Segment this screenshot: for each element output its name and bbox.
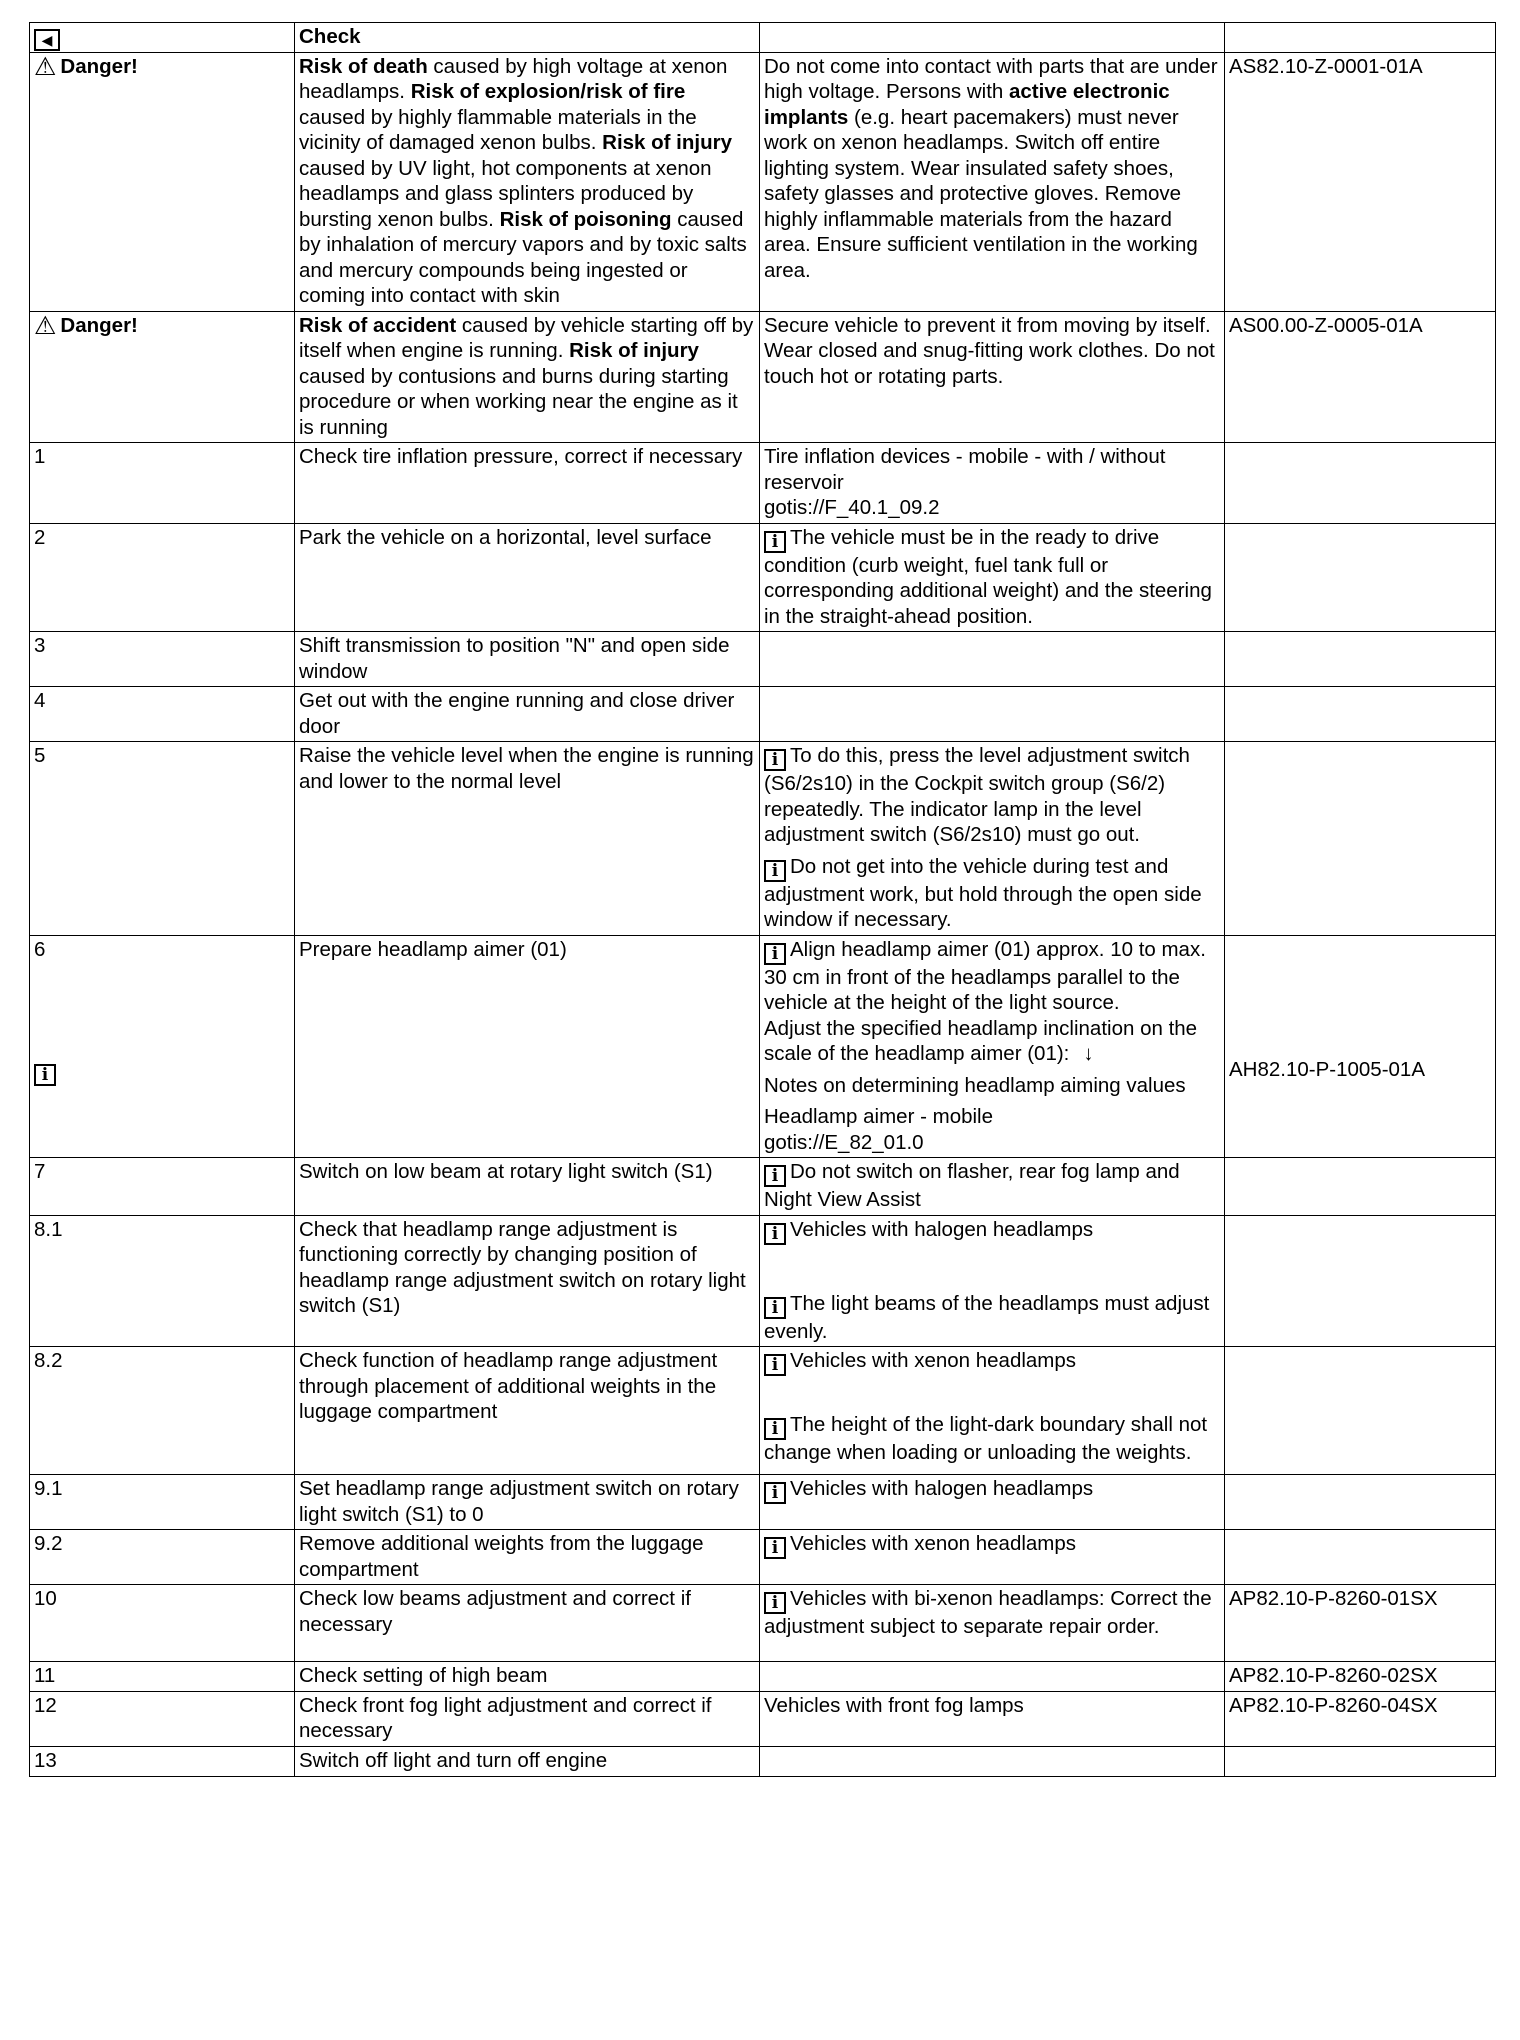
step-number: 10 <box>34 1587 57 1610</box>
danger-label: Danger! <box>60 54 138 78</box>
step-info <box>760 443 1225 524</box>
tool-link[interactable]: gotis://F_40.1_09.2 <box>764 496 940 519</box>
info-note <box>764 937 1220 1016</box>
step-text: Switch off light and turn off engine <box>295 1746 760 1776</box>
step-info <box>760 687 1225 742</box>
tool-link[interactable]: gotis://E_82_01.0 <box>764 1130 924 1154</box>
step-reference <box>1225 1746 1496 1776</box>
step-text: Shift transmission to position "N" and open side window <box>295 632 760 687</box>
step-reference <box>1225 687 1496 742</box>
text-run: caused by UV light, hot components at xenon headlamps and glass splinters produced by bursting xenon bulbs. <box>299 156 712 231</box>
back-arrow-icon[interactable]: ◀ <box>34 29 60 51</box>
step-number: 9.1 <box>34 1477 63 1500</box>
step-number-cell <box>30 1746 295 1776</box>
danger-measures <box>760 52 1225 311</box>
step-info <box>760 1475 1225 1530</box>
step-number-cell <box>30 1158 295 1216</box>
info-note <box>764 854 1220 933</box>
info-icon: i <box>764 860 786 882</box>
info-icon: i <box>764 1223 786 1245</box>
step-number: 3 <box>34 634 46 657</box>
step-reference <box>1225 1158 1496 1216</box>
step-number-cell <box>30 1662 295 1692</box>
text-run: Do not come into contact with parts that are under high voltage. Persons with <box>764 54 1218 103</box>
step-info <box>760 1347 1225 1475</box>
text-run: (e.g. heart pacemakers) must never work on xenon headlamps. Switch off entire lighting system. Wear insulated safety shoes, safety glasses and protective gloves. Remove highly inflammable materials from the hazard area. Ensure sufficient ventilation in the working area. <box>764 105 1198 282</box>
step-text: Check tire inflation pressure, correct if necessary <box>295 443 760 524</box>
step-text: Check that headlamp range adjustment is functioning correctly by changing position of headlamp range adjustment switch on rotary light switch (S1) <box>295 1215 760 1347</box>
step-number-cell <box>30 742 295 936</box>
step-number-cell <box>30 1691 295 1746</box>
step-row <box>30 1347 1496 1475</box>
step-info <box>760 632 1225 687</box>
info-text: To do this, press the level adjustment switch (S6/2s10) in the Cockpit switch group (S6/2) repeatedly. The indicator lamp in the level adjustment switch (S6/2s10) must go out. <box>764 744 1190 846</box>
info-text: The vehicle must be in the ready to drive condition (curb weight, fuel tank full or corresponding additional weight) and the steering in the straight-ahead position. <box>764 525 1212 628</box>
step-row <box>30 1746 1496 1776</box>
danger-row <box>30 52 1496 311</box>
info-note <box>764 525 1220 630</box>
step-info <box>760 1691 1225 1746</box>
step-reference <box>1225 443 1496 524</box>
info-note <box>764 1412 1220 1466</box>
danger-reference[interactable]: AS82.10-Z-0001-01A <box>1225 52 1496 311</box>
info-note <box>764 1159 1220 1213</box>
step-row <box>30 523 1496 632</box>
text-run: caused by high voltage at xenon headlamps. <box>299 54 728 103</box>
step-text: Raise the vehicle level when the engine is running and lower to the normal level <box>295 742 760 936</box>
tool-text: Headlamp aimer - mobile <box>764 1105 994 1128</box>
step-reference[interactable]: AP82.10-P-8260-01SX <box>1225 1585 1496 1662</box>
step-number-cell <box>30 1347 295 1475</box>
step-number-cell <box>30 1215 295 1347</box>
bold-text: Risk of injury <box>602 131 732 154</box>
text-run: caused by highly flammable materials in the vicinity of damaged xenon bulbs. <box>299 105 697 154</box>
step-reference <box>1225 1347 1496 1475</box>
step-reference <box>1225 935 1496 1158</box>
step-info <box>760 1215 1225 1347</box>
info-text: Vehicles with xenon headlamps <box>790 1349 1077 1372</box>
danger-measures <box>760 311 1225 443</box>
step-number: 2 <box>34 525 46 549</box>
bold-text: active electronic implants <box>764 80 1170 129</box>
step-info <box>760 1158 1225 1216</box>
info-icon: i <box>764 1297 786 1319</box>
info-extra-text: Adjust the specified headlamp inclination on the scale of the headlamp aimer (01): <box>764 1016 1198 1065</box>
bold-text: Risk of poisoning <box>499 207 672 231</box>
bold-text: Risk of injury <box>569 339 699 362</box>
text-run: caused by inhalation of mercury vapors and by toxic salts and mercury compounds being ingested or coming into contact with skin <box>299 207 747 307</box>
step-info <box>760 523 1225 632</box>
danger-row <box>30 311 1496 443</box>
step-row <box>30 1662 1496 1692</box>
step-reference <box>1225 742 1496 936</box>
info-text: Vehicles with bi-xenon headlamps: Correct the adjustment subject to separate repair order. <box>764 1587 1212 1638</box>
step-number-cell <box>30 632 295 687</box>
info-note <box>764 1586 1220 1640</box>
step-number-cell <box>30 935 295 1158</box>
info-text: The height of the light-dark boundary shall not change when loading or unloading the weights. <box>764 1413 1208 1464</box>
step-info <box>760 1662 1225 1692</box>
note-reference[interactable]: AH82.10-P-1005-01A <box>1229 1057 1426 1081</box>
step-row <box>30 1585 1496 1662</box>
step-row <box>30 1158 1496 1216</box>
step-info <box>760 1585 1225 1662</box>
step-info <box>760 1530 1225 1585</box>
down-arrow-icon: ↓ <box>1083 1042 1094 1065</box>
info-note <box>764 1348 1220 1376</box>
step-number: 13 <box>34 1748 57 1772</box>
step-text: Check front fog light adjustment and correct if necessary <box>295 1691 760 1746</box>
info-icon: i <box>764 1354 786 1376</box>
step-row <box>30 742 1496 936</box>
step-number-cell <box>30 523 295 632</box>
step-row <box>30 687 1496 742</box>
info-note <box>764 743 1220 848</box>
step-number: 5 <box>34 744 46 767</box>
step-text: Prepare headlamp aimer (01) <box>295 935 760 1158</box>
step-text: Check setting of high beam <box>295 1662 760 1692</box>
procedure-table <box>29 22 1496 1777</box>
info-text: Vehicles with xenon headlamps <box>790 1532 1077 1555</box>
danger-description <box>295 52 760 311</box>
warning-triangle-icon: ⚠ <box>34 52 57 81</box>
step-row <box>30 632 1496 687</box>
info-icon: i <box>764 943 786 965</box>
info-text: The light beams of the headlamps must adjust evenly. <box>764 1291 1210 1343</box>
step-number: 11 <box>34 1664 56 1687</box>
step-number: 9.2 <box>34 1532 63 1555</box>
danger-reference[interactable]: AS00.00-Z-0005-01A <box>1225 311 1496 443</box>
text-run: caused by contusions and burns during starting procedure or when working near the engine as it is running <box>299 364 738 439</box>
step-reference <box>1225 1475 1496 1530</box>
info-text: Do not switch on flasher, rear fog lamp and Night View Assist <box>764 1160 1180 1211</box>
step-text: Get out with the engine running and close driver door <box>295 687 760 742</box>
text-run: Secure vehicle to prevent it from moving by itself. Wear closed and snug-fitting work clothes. Do not touch hot or rotating parts. <box>764 313 1215 388</box>
step-number-cell <box>30 687 295 742</box>
step-row <box>30 1530 1496 1585</box>
info-icon: i <box>764 1592 786 1614</box>
danger-cell <box>30 52 295 311</box>
bold-text: Risk of accident <box>299 313 457 337</box>
bold-text: Risk of death <box>299 54 428 78</box>
step-reference <box>1225 1530 1496 1585</box>
info-note <box>764 1291 1220 1345</box>
step-row <box>30 443 1496 524</box>
plain-info: Vehicles with front fog lamps <box>764 1693 1024 1717</box>
step-info <box>760 742 1225 936</box>
info-text: Do not get into the vehicle during test and adjustment work, but hold through the open side window if necessary. <box>764 854 1202 931</box>
info-text: Align headlamp aimer (01) approx. 10 to max. 30 cm in front of the headlamps parallel to the vehicle at the height of the light source. <box>764 937 1206 1014</box>
info-text: Vehicles with halogen headlamps <box>790 1477 1094 1500</box>
step-text: Check function of headlamp range adjustment through placement of additional weights in the luggage compartment <box>295 1347 760 1475</box>
header-check: Check <box>299 25 361 48</box>
step-info <box>760 935 1225 1158</box>
step-row <box>30 1215 1496 1347</box>
step-row <box>30 935 1496 1158</box>
step-number: 1 <box>34 445 46 468</box>
danger-cell <box>30 311 295 443</box>
bold-text: Risk of explosion/risk of fire <box>410 80 686 103</box>
step-number: 12 <box>34 1693 57 1717</box>
step-text: Park the vehicle on a horizontal, level surface <box>295 523 760 632</box>
info-icon: i <box>764 749 786 771</box>
header-row <box>30 23 1496 53</box>
step-reference[interactable]: AP82.10-P-8260-02SX <box>1225 1662 1496 1692</box>
info-icon: i <box>764 531 786 553</box>
step-text: Switch on low beam at rotary light switch (S1) <box>295 1158 760 1216</box>
info-icon: i <box>764 1482 786 1504</box>
info-text: Vehicles with halogen headlamps <box>790 1217 1094 1241</box>
step-number: 4 <box>34 689 46 712</box>
step-row <box>30 1475 1496 1530</box>
info-icon: i <box>764 1165 786 1187</box>
danger-description <box>295 311 760 443</box>
tool-text: Tire inflation devices - mobile - with / without reservoir <box>764 445 1166 494</box>
step-number-cell <box>30 443 295 524</box>
step-number: 8.2 <box>34 1349 63 1372</box>
info-note <box>764 1476 1220 1504</box>
step-reference[interactable]: AP82.10-P-8260-04SX <box>1225 1691 1496 1746</box>
info-extra <box>764 1016 1220 1067</box>
step-info <box>760 1746 1225 1776</box>
step-number: 8.1 <box>34 1217 63 1241</box>
text-run: caused by vehicle starting off by itself when engine is running. <box>299 313 754 362</box>
step-reference <box>1225 1215 1496 1347</box>
info-note <box>764 1531 1220 1559</box>
step-number: 6 <box>34 937 46 961</box>
info-note <box>764 1217 1220 1245</box>
step-number-cell <box>30 1585 295 1662</box>
step-text: Check low beams adjustment and correct if necessary <box>295 1585 760 1662</box>
step-text: Remove additional weights from the luggage compartment <box>295 1530 760 1585</box>
info-icon: i <box>764 1418 786 1440</box>
step-number-cell <box>30 1530 295 1585</box>
step-reference <box>1225 523 1496 632</box>
step-number-cell <box>30 1475 295 1530</box>
step-row <box>30 1691 1496 1746</box>
step-number: 7 <box>34 1160 46 1183</box>
notes-link[interactable]: Notes on determining headlamp aiming values <box>764 1073 1186 1097</box>
info-icon: i <box>764 1537 786 1559</box>
step-text: Set headlamp range adjustment switch on rotary light switch (S1) to 0 <box>295 1475 760 1530</box>
step-reference <box>1225 632 1496 687</box>
danger-label: Danger! <box>60 313 138 337</box>
info-icon: i <box>34 1064 56 1086</box>
warning-triangle-icon: ⚠ <box>34 311 57 340</box>
